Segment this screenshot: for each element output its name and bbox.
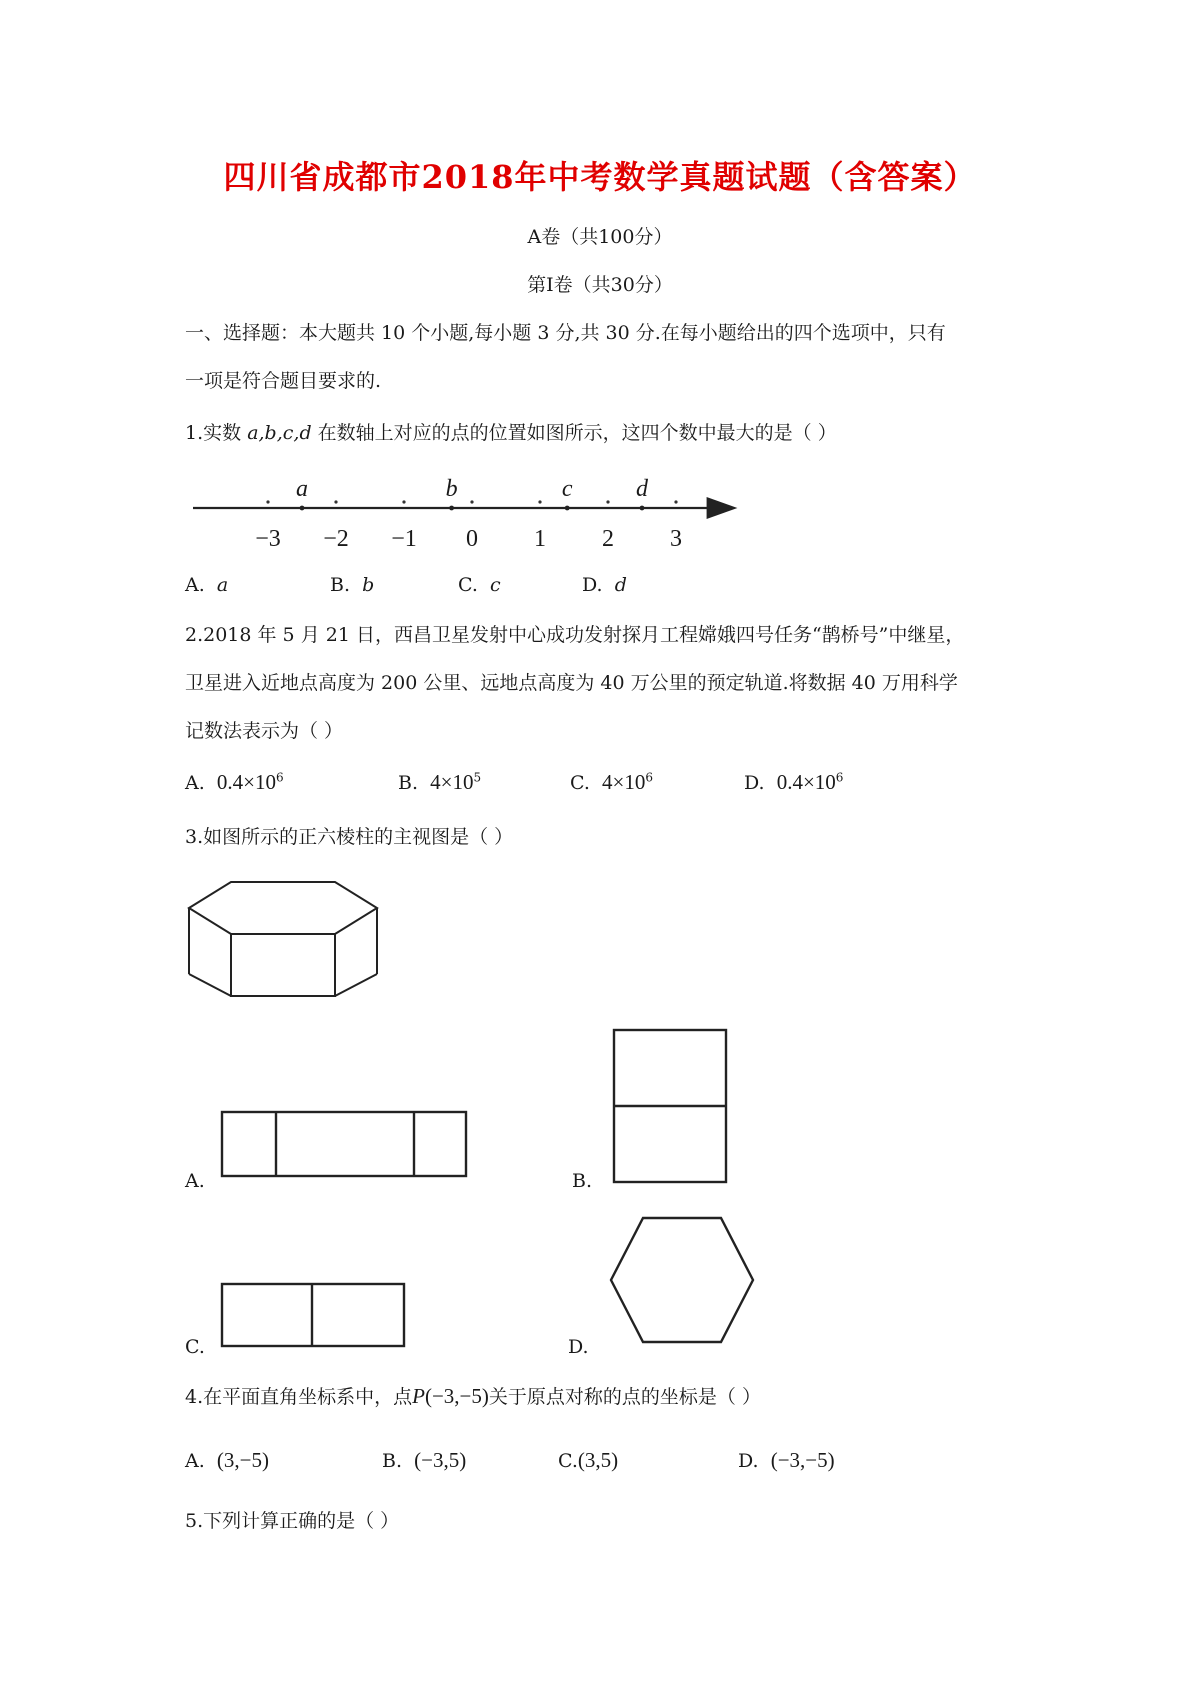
q1-stem-suffix: 在数轴上对应的点的位置如图所示，这四个数中最大的是（ ）	[317, 422, 837, 444]
question-2-line2: 卫星进入近地点高度为 200 公里、远地点高度为 40 万公里的预定轨道.将数据 40 万用科学	[185, 672, 958, 694]
q2-option-c[interactable]	[570, 770, 653, 795]
q2-option-d[interactable]	[744, 770, 843, 795]
number-line-tick-label: −3	[255, 526, 281, 552]
q4-option-d-value: (−3,−5)	[770, 1448, 835, 1472]
q3-option-b-figure	[612, 1028, 732, 1186]
q3-option-b-label[interactable]: B.	[572, 1170, 593, 1192]
number-line-tick-label: −1	[391, 526, 417, 552]
q1-option-d-key: D.	[582, 574, 603, 596]
q4-option-a-value: (3,−5)	[216, 1448, 269, 1472]
q4-option-a-key: A.	[185, 1450, 205, 1472]
number-line-tick	[538, 500, 541, 503]
q3-option-a-figure	[220, 1110, 470, 1182]
q4-option-b[interactable]	[382, 1448, 466, 1473]
question-2-line1: 2.2018 年 5 月 21 日，西昌卫星发射中心成功发射探月工程嫦娥四号任务“鹊桥号”中继星，	[185, 624, 965, 646]
q4-point-coords: (−3,−5)	[424, 1384, 489, 1408]
q1-option-a-value: a	[216, 574, 229, 596]
number-line-point-c	[565, 506, 570, 511]
prism-top-face	[189, 882, 377, 934]
prism-edge-bottom-right	[335, 974, 377, 996]
q2-option-b-exponent: 5	[473, 770, 482, 785]
q1-option-b[interactable]	[330, 574, 374, 596]
q2-option-a-exponent: 6	[275, 770, 284, 785]
q1-option-c-value: c	[490, 574, 501, 596]
hexagonal-prism-figure	[185, 866, 385, 1006]
number-line-tick	[674, 500, 677, 503]
number-line-point-label-b: b	[445, 476, 458, 502]
q2-option-d-exponent: 6	[835, 770, 844, 785]
q2-option-b-base: 4×10	[430, 770, 474, 794]
part-one-heading: 第Ⅰ卷（共30分）	[527, 274, 673, 296]
number-line-tick	[470, 500, 473, 503]
q2-option-b-key: B.	[398, 772, 419, 794]
q1-option-c-key: C.	[458, 574, 478, 596]
q3-option-d-figure	[605, 1212, 759, 1350]
number-line-tick-label: 1	[534, 526, 546, 552]
prism-front-face	[231, 934, 335, 996]
q4-option-d[interactable]	[738, 1448, 835, 1473]
q4-option-d-key: D.	[738, 1450, 759, 1472]
q1-option-c[interactable]	[458, 574, 501, 596]
q2-option-a-base: 0.4×10	[216, 770, 276, 794]
question-4-stem	[185, 1382, 761, 1409]
question-2-line3: 记数法表示为（ ）	[185, 720, 344, 742]
q4-option-c[interactable]	[558, 1448, 618, 1473]
number-line-tick-label: 0	[466, 526, 478, 552]
q1-option-d[interactable]	[582, 574, 627, 596]
number-line-point-d	[640, 506, 645, 511]
number-line-tick-label: 2	[602, 526, 614, 552]
q2-option-d-base: 0.4×10	[776, 770, 836, 794]
q4-option-b-value: (−3,5)	[414, 1448, 467, 1472]
number-line-point-b	[449, 506, 454, 511]
number-line-figure	[185, 466, 745, 566]
number-line-tick-label: 3	[670, 526, 682, 552]
question-3-stem: 3.如图所示的正六棱柱的主视图是（ ）	[185, 826, 514, 848]
q1-option-a[interactable]	[185, 574, 228, 596]
prism-edge-bottom-left	[189, 974, 231, 996]
number-line-tick	[606, 500, 609, 503]
q4-option-c-key: C.	[558, 1450, 578, 1472]
q1-option-b-value: b	[362, 574, 375, 596]
q3-option-c-figure	[220, 1282, 410, 1352]
number-line-point-label-c: c	[561, 476, 573, 502]
number-line-tick	[402, 500, 405, 503]
q4-option-c-value: (3,5)	[577, 1448, 619, 1472]
q2-option-c-exponent: 6	[645, 770, 653, 785]
q1-stem-prefix: 1.实数	[185, 422, 242, 444]
section1-instructions-line1: 一、选择题：本大题共 10 个小题,每小题 3 分,共 30 分.在每小题给出的四个选项中，只有	[185, 322, 946, 344]
q4-point-label: P	[412, 1384, 425, 1408]
q2-option-d-key: D.	[744, 772, 765, 794]
number-line-tick-label: −2	[323, 526, 349, 552]
q1-option-d-value: d	[614, 574, 627, 596]
document-title: 四川省成都市2018年中考数学真题试题（含答案）	[223, 158, 977, 196]
q3-option-d-label[interactable]: D.	[568, 1336, 589, 1358]
q3-option-a-label[interactable]: A.	[185, 1170, 205, 1192]
q2-option-a-key: A.	[185, 772, 205, 794]
q2-option-b[interactable]	[398, 770, 481, 795]
number-line-point-label-d: d	[636, 476, 648, 502]
q1-vars: a,b,c,d	[247, 422, 312, 444]
q4-stem-prefix: 4.在平面直角坐标系中，点	[185, 1386, 413, 1408]
question-1-stem	[185, 418, 837, 445]
q4-option-a[interactable]	[185, 1448, 269, 1473]
question-5-stem: 5.下列计算正确的是（ ）	[185, 1510, 400, 1532]
volume-a-heading: A卷（共100分）	[527, 226, 673, 248]
number-line-tick	[334, 500, 337, 503]
q4-stem-suffix: 关于原点对称的点的坐标是（ ）	[488, 1386, 761, 1408]
section1-instructions-line2: 一项是符合题目要求的.	[185, 370, 382, 392]
q2-option-a[interactable]	[185, 770, 284, 795]
q1-option-b-key: B.	[330, 574, 351, 596]
number-line-point-label-a: a	[296, 476, 308, 502]
q2-option-c-base: 4×10	[602, 770, 646, 794]
number-line-tick	[266, 500, 269, 503]
q4-option-b-key: B.	[382, 1450, 403, 1472]
q3-option-c-label[interactable]: C.	[185, 1336, 205, 1358]
q1-option-a-key: A.	[185, 574, 205, 596]
number-line-point-a	[300, 506, 305, 511]
q2-option-c-key: C.	[570, 772, 590, 794]
